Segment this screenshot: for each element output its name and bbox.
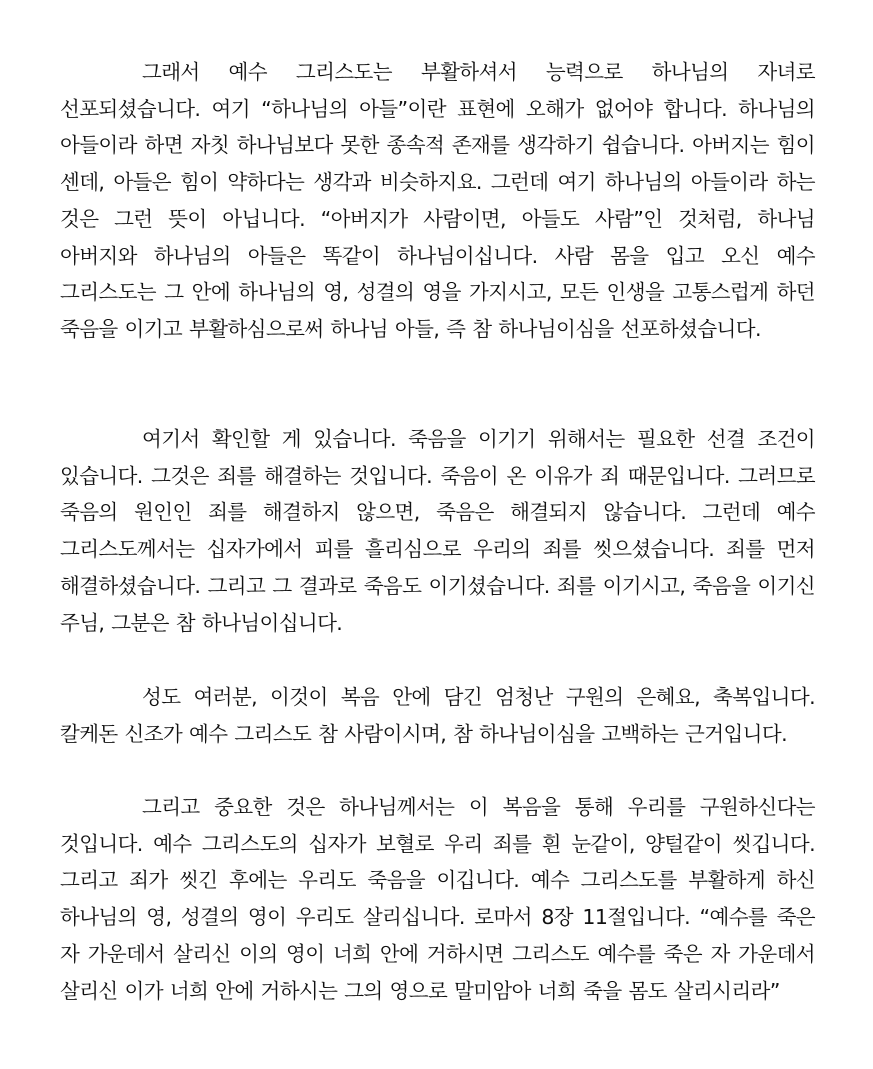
paragraph-sin-and-death: 여기서 확인할 게 있습니다. 죽음을 이기기 위해서는 필요한 선결 조건이 있습니다. 그것은 죄를 해결하는 것입니다. 죽음이 온 이유가 죄 때문입니다. 그러므로 죽음의 원인인 죄를 해결하지 않으면, 죽음은 해결되지 않습니다. 그런데 예수 그리스도께서는 십자가에서 피를 흘리심으로 우리의 죄를 씻으셨습니다. 죄를 먼저 해결하셨습니다. 그리고 그 결과로 죽음도 이기셨습니다. 죄를 이기시고, 죽음을 이기신 주님, 그분은 참 하나님이십니다. [60,427,815,635]
paragraph-resurrection-son-of-god: 그래서 예수 그리스도는 부활하셔서 능력으로 하나님의 자녀로 선포되셨습니다. 여기 “하나님의 아들”이란 표현에 오해가 없어야 합니다. 하나님의 아들이라 하면 자칫 하나님보다 못한 종속적 존재를 생각하기 쉽습니다. 아버지는 힘이 센데, 아들은 힘이 약하다는 생각과 비슷하지요. 그런데 여기 하나님의 아들이라 하는 것은 그런 뜻이 아닙니다. “아버지가 사람이면, 아들도 사람”인 것처럼, 하나님 아버지와 하나님의 아들은 똑같이 하나님이십니다. 사람 몸을 입고 오신 예수 그리스도는 그 안에 하나님의 영, 성결의 영을 가지시고, 모든 인생을 고통스럽게 하던 죽음을 이기고 부활하심으로써 하나님 아들, 즉 참 하나님이심을 선포하셨습니다. [60,60,815,341]
paragraph-chalcedon-creed: 성도 여러분, 이것이 복음 안에 담긴 엄청난 구원의 은혜요, 축복입니다. 칼케돈 신조가 예수 그리스도 참 사람이시며, 참 하나님이심을 고백하는 근거입니다. [60,685,815,746]
paragraph-salvation-romans: 그리고 중요한 것은 하나님께서는 이 복음을 통해 우리를 구원하신다는 것입니다. 예수 그리스도의 십자가 보혈로 우리 죄를 흰 눈같이, 양털같이 씻깁니다. 그리고 죄가 씻긴 후에는 우리도 죽음을 이깁니다. 예수 그리스도를 부활하게 하신 하나님의 영, 성결의 영이 우리도 살리십니다. 로마서 8장 11절입니다. “예수를 죽은 자 가운데서 살리신 이의 영이 너희 안에 거하시면 그리스도 예수를 죽은 자 가운데서 살리신 이가 너희 안에 거하시는 그의 영으로 말미암아 너희 죽을 몸도 살리시리라” [60,795,815,1003]
